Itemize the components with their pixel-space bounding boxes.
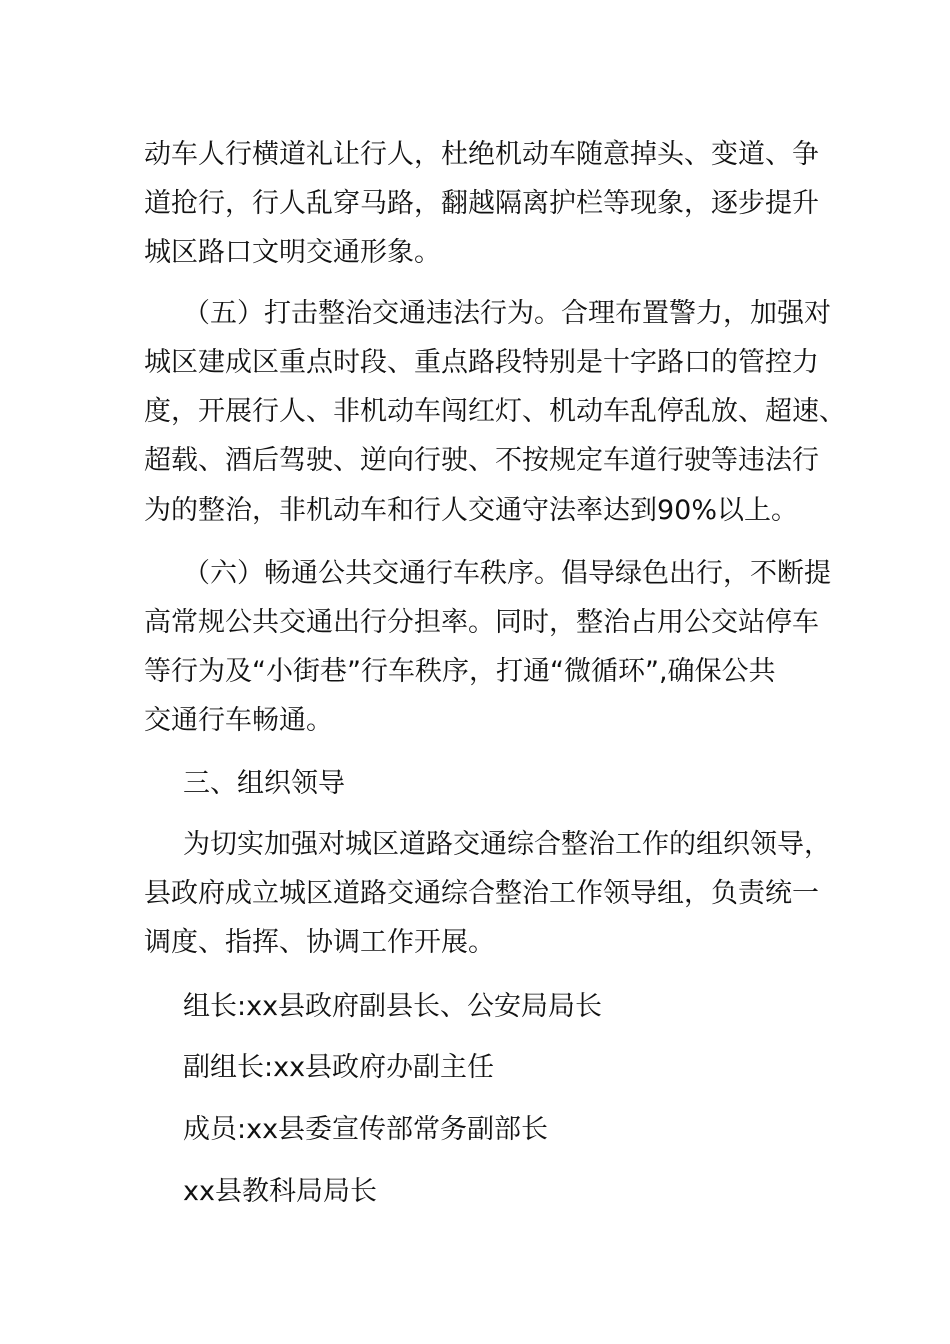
text-line: （六）畅通公共交通行车秩序。倡导绿色出行，不断提: [183, 558, 831, 589]
text-line: 交通行车畅通。: [144, 705, 333, 736]
section-heading: 三、组织领导: [183, 768, 345, 799]
roster-member: 成员:xx县委宣传部常务副部长: [183, 1114, 549, 1145]
text-line: 为切实加强对城区道路交通综合整治工作的组织领导，: [183, 829, 831, 860]
roster-leader: 组长:xx县政府副县长、公安局局长: [183, 991, 603, 1022]
roster-deputy: 副组长:xx县政府办副主任: [183, 1052, 495, 1083]
text-line: 为的整治，非机动车和行人交通守法率达到90%以上。: [144, 495, 799, 526]
text-line: 城区路口文明交通形象。: [144, 237, 441, 268]
text-line: 等行为及“小街巷”行车秩序，打通“微循环”,确保公共: [144, 656, 776, 687]
roster-member: xx县教科局局长: [183, 1176, 377, 1207]
text-line: 高常规公共交通出行分担率。同时，整治占用公交站停车: [144, 607, 819, 638]
text-line: 调度、指挥、协调工作开展。: [144, 927, 495, 958]
text-line: 县政府成立城区道路交通综合整治工作领导组，负责统一: [144, 878, 819, 909]
text-line: 动车人行横道礼让行人，杜绝机动车随意掉头、变道、争: [144, 139, 819, 170]
text-line: 道抢行，行人乱穿马路，翻越隔离护栏等现象，逐步提升: [144, 188, 819, 219]
text-line: （五）打击整治交通违法行为。合理布置警力，加强对: [183, 298, 831, 329]
text-line: 超载、酒后驾驶、逆向行驶、不按规定车道行驶等违法行: [144, 445, 819, 476]
text-line: 城区建成区重点时段、重点路段特别是十字路口的管控力: [144, 347, 819, 378]
text-line: 度，开展行人、非机动车闯红灯、机动车乱停乱放、超速、: [144, 396, 846, 427]
